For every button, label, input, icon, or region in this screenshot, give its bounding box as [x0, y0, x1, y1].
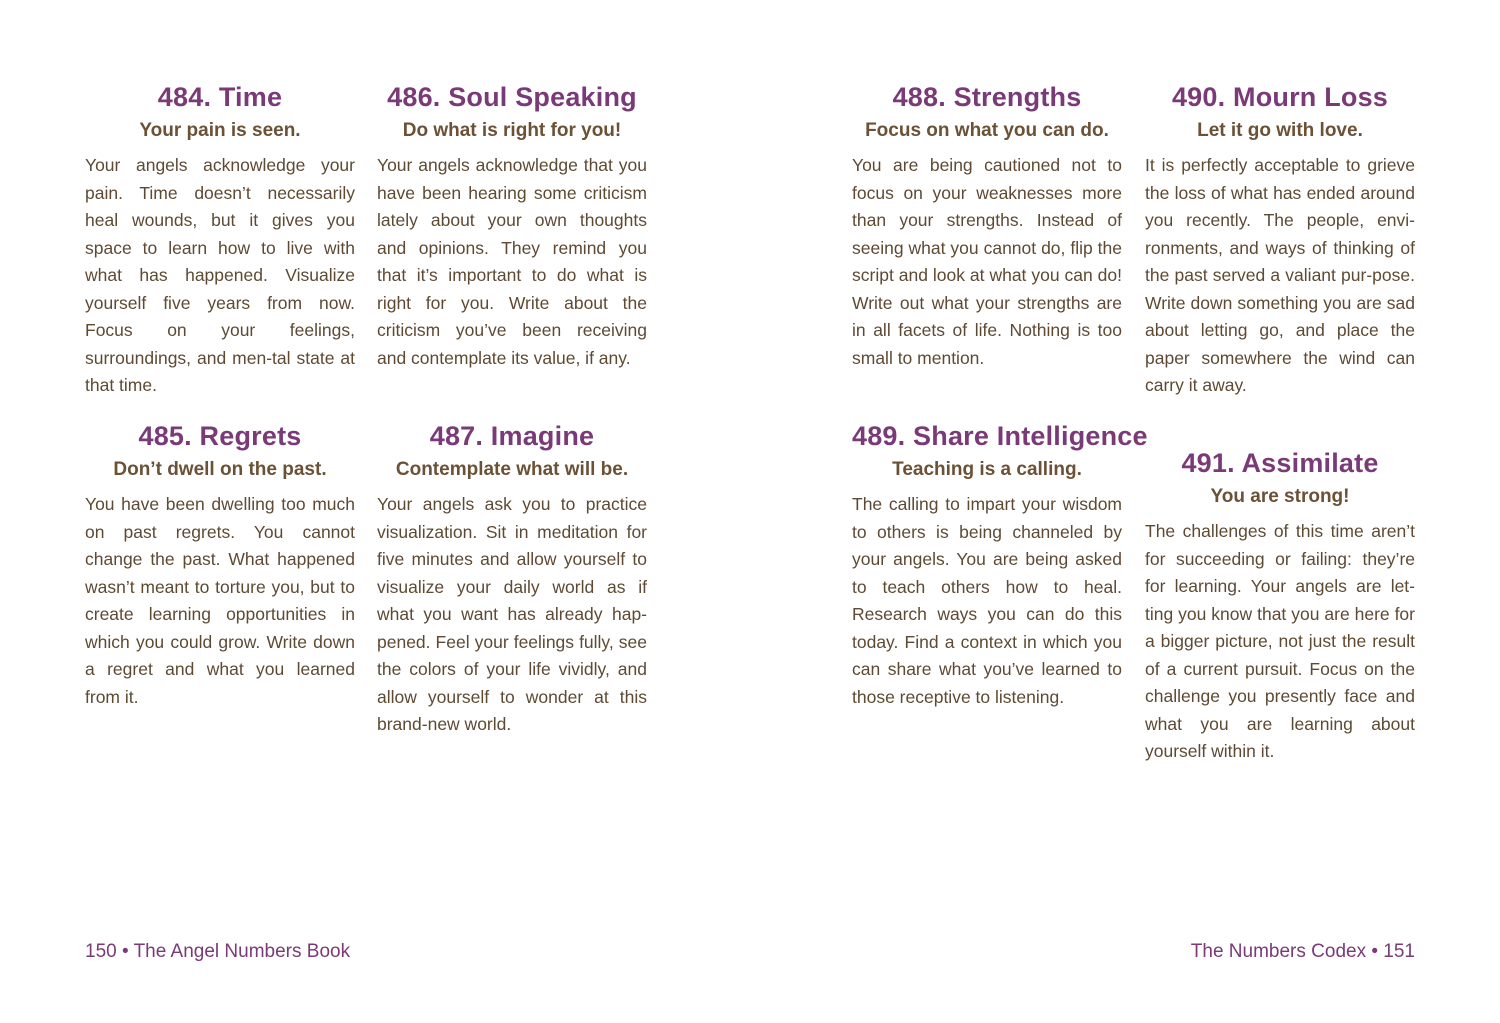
entry-title: 484. Time — [157, 82, 283, 112]
entry-489 — [852, 419, 1148, 711]
entry-subtitle: Contemplate what will be. — [395, 459, 629, 480]
entry-title: 490. Mourn Loss — [1171, 82, 1389, 112]
entry-subtitle: Let it go with love. — [1197, 120, 1363, 141]
entry-title: 486. Soul Speaking — [387, 82, 637, 112]
entry-body: You are being cautioned not to focus on your weaknesses more than your strengths. Instead of seeing what you cannot do, flip the script and look at what you can do! Write out what your strengths are in all facets of life. Nothing is too small to mention. — [852, 155, 1122, 368]
entry-subtitle: Focus on what you can do. — [865, 120, 1109, 141]
entry-body: It is perfectly acceptable to grieve the loss of what has ended around you recently. The people, envi-ronments, and ways of thinking of the past served a valiant pur-pose. Write down something you are sad about letting go, and place the paper somewhere the wind can carry it away. — [1145, 155, 1415, 395]
footer-left: 150 • The Angel Numbers Book — [85, 941, 351, 962]
entry-491 — [1145, 446, 1415, 766]
entry-subtitle: Your pain is seen. — [139, 120, 301, 141]
entry-title: 488. Strengths — [892, 82, 1082, 112]
entry-title: 491. Assimilate — [1181, 448, 1379, 478]
entry-title: 487. Imagine — [429, 421, 595, 451]
entry-body: The challenges of this time aren’t for succeeding or failing: they’re for learning. Your angels are let-ting you know that you are here for a bigger picture, not just the result of a current pursuit. Focus on the challenge you presently face and what you are learning about yourself within it. — [1145, 521, 1415, 761]
entry-body: The calling to impart your wisdom to others is being channeled by your angels. You are being asked to teach others how to heal. Research ways you can do this today. Find a context in which you can share what you’ve learned to those receptive to listening. — [852, 494, 1122, 707]
entry-body: Your angels acknowledge that you have been hearing some criticism lately about your own thoughts and opinions. They remind you that it’s important to do what is right for you. Write about the criticism you’ve been receiving and contemplate its value, if any. — [377, 155, 647, 368]
entry-subtitle: Do what is right for you! — [402, 120, 622, 141]
entry-484 — [85, 80, 355, 400]
entry-title: 485. Regrets — [138, 421, 302, 451]
entry-487 — [377, 419, 647, 739]
entry-body: Your angels acknowledge your pain. Time doesn’t necessarily heal wounds, but it gives you space to learn how to live with what has happened. Visualize yourself five years from now. Focus on your feelings, surroundings, and men-tal state at that time. — [85, 155, 355, 395]
entry-486 — [377, 80, 647, 372]
entry-body: Your angels ask you to practice visualization. Sit in meditation for five minutes and allow yourself to visualize your daily world as if what you want has already hap-pened. Feel your feelings fully, see the colors of your life vividly, and allow yourself to wonder at this brand-new world. — [377, 494, 647, 734]
entry-485 — [85, 419, 355, 711]
entry-subtitle: You are strong! — [1210, 486, 1350, 507]
entry-490 — [1145, 80, 1415, 400]
entry-subtitle: Teaching is a calling. — [892, 459, 1082, 480]
entry-body: You have been dwelling too much on past regrets. You cannot change the past. What happened wasn’t meant to torture you, but to create learning opportunities in which you could grow. Write down a regret and what you learned from it. — [85, 494, 355, 707]
footer-right: The Numbers Codex • 151 — [1190, 941, 1415, 962]
entry-title: 489. Share Intelligence — [852, 421, 1148, 451]
entry-subtitle: Don’t dwell on the past. — [113, 459, 327, 480]
entry-488 — [852, 80, 1122, 372]
